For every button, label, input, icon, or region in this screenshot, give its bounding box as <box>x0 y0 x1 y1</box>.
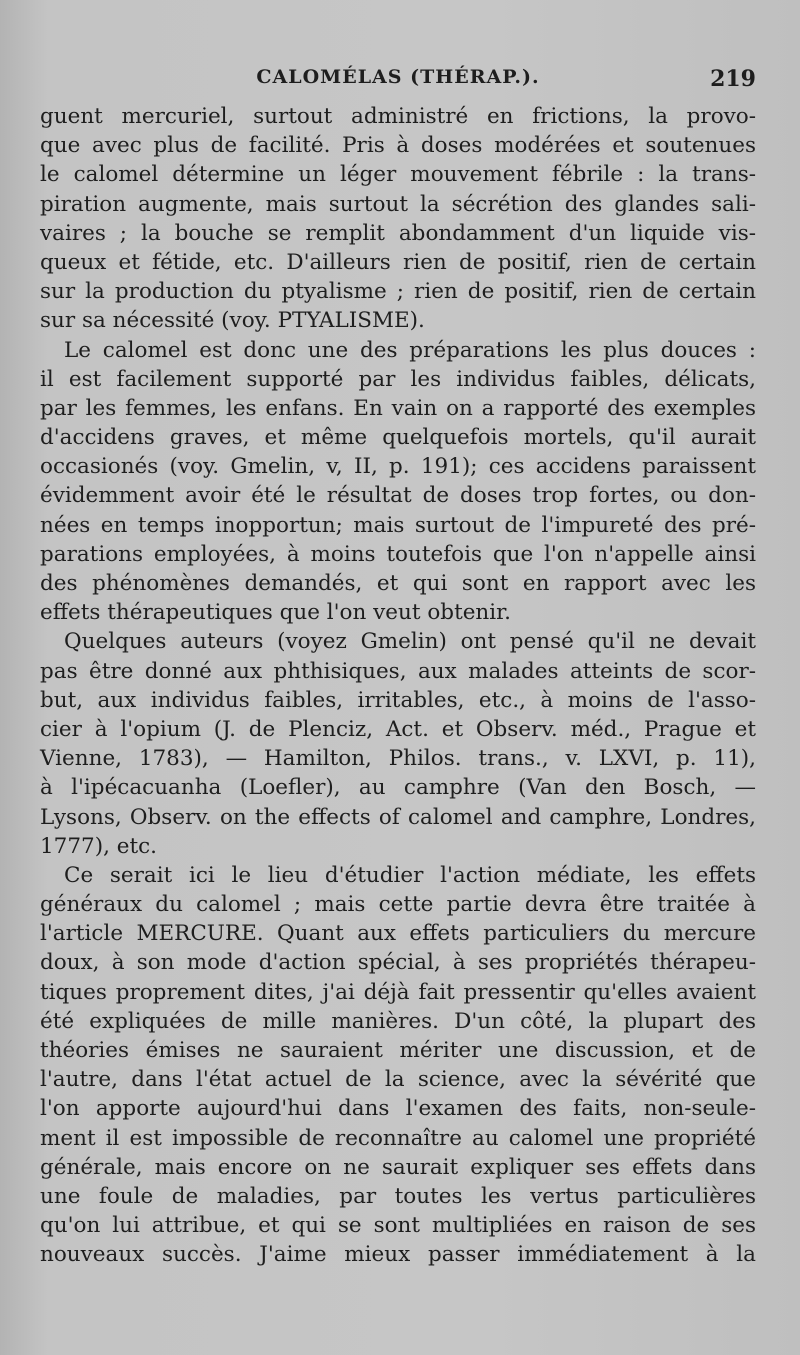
text-line: effets thérapeutiques que l'on veut obtenir. <box>40 600 511 626</box>
text-line: sur la production du ptyalisme ; rien de positif, rien de certain <box>40 279 756 305</box>
text-line: l'autre, dans l'état actuel de la science, avec la sévérité que <box>40 1067 756 1093</box>
text-line: une foule de maladies, par toutes les vertus particulières <box>40 1183 756 1209</box>
text-line: guent mercuriel, surtout administré en frictions, la provo- <box>40 104 756 129</box>
text-line: qu'on lui attribue, et qui se sont multipliées en raison de ses <box>40 1213 756 1239</box>
text-body <box>40 102 756 1270</box>
text-line: 1777), etc. <box>40 833 158 859</box>
text-line: été expliquées de mille manières. D'un côté, la plupart des <box>40 1008 756 1034</box>
text-line: Vienne, 1783), — Hamilton, Philos. trans., v. LXVI, p. 11), <box>40 746 756 772</box>
text-line: parations employées, à moins toutefois que l'on n'appelle ainsi <box>40 541 756 567</box>
text-line: ment il est impossible de reconnaître au calomel une propriété <box>40 1125 756 1151</box>
text-line: piration augmente, mais surtout la sécrétion des glandes sali- <box>40 191 756 217</box>
text-line: le calomel détermine un léger mouvement fébrile : la trans- <box>40 162 756 188</box>
text-line: but, aux individus faibles, irritables, etc., à moins de l'asso- <box>40 687 756 713</box>
text-line: évidemment avoir été le résultat de doses trop fortes, ou don- <box>40 483 756 509</box>
text-line: nées en temps inopportun; mais surtout de l'impureté des pré- <box>40 512 756 538</box>
text-line: généraux du calomel ; mais cette partie devra être traitée à <box>40 892 756 918</box>
text-line: l'article MERCURE. Quant aux effets particuliers du mercure <box>40 921 756 947</box>
text-line: il est facilement supporté par les individus faibles, délicats, <box>40 366 756 392</box>
text-line: nouveaux succès. J'aime mieux passer immédiatement à la <box>40 1242 756 1268</box>
text-line: d'accidens graves, et même quelquefois mortels, qu'il aurait <box>40 425 756 451</box>
text-line: vaires ; la bouche se remplit abondamment d'un liquide vis- <box>40 220 756 246</box>
text-line: théories émises ne sauraient mériter une discussion, et de <box>40 1038 756 1063</box>
page-header <box>40 66 756 106</box>
text-line: que avec plus de facilité. Pris à doses modérées et soutenues <box>40 133 756 159</box>
text-line: pas être donné aux phthisiques, aux malades atteints de scor- <box>40 658 756 684</box>
text-line: queux et fétide, etc. D'ailleurs rien de positif, rien de certain <box>40 249 756 275</box>
text-line: tiques proprement dites, j'ai déjà fait pressentir qu'elles avaient <box>40 979 756 1005</box>
text-line: générale, mais encore on ne saurait expliquer ses effets dans <box>40 1154 756 1180</box>
page-number: 219 <box>710 66 756 92</box>
text-line: des phénomènes demandés, et qui sont en rapport avec les <box>40 571 756 596</box>
text-line: Le calomel est donc une des préparations les plus douces : <box>64 337 756 363</box>
text-line: Quelques auteurs (voyez Gmelin) ont pensé qu'il ne devait <box>64 629 756 655</box>
text-line: sur sa nécessité (voy. PTYALISME). <box>40 308 425 334</box>
text-line: à l'ipécacuanha (Loefler), au camphre (Van den Bosch, — <box>40 775 756 801</box>
text-line: par les femmes, les enfans. En vain on a rapporté des exemples <box>40 395 756 421</box>
text-line: l'on apporte aujourd'hui dans l'examen des faits, non-seule- <box>40 1096 756 1122</box>
text-line: doux, à son mode d'action spécial, à ses propriétés thérapeu- <box>40 950 756 976</box>
running-head: CALOMÉLAS (THÉRAP.). <box>256 66 540 88</box>
text-line: occasionés (voy. Gmelin, v, II, p. 191); ces accidens paraissent <box>40 454 756 480</box>
text-line: Ce serait ici le lieu d'étudier l'action médiate, les effets <box>64 862 756 888</box>
text-line: cier à l'opium (J. de Plenciz, Act. et Observ. méd., Prague et <box>40 716 756 742</box>
text-line: Lysons, Observ. on the effects of calomel and camphre, Londres, <box>40 804 756 830</box>
